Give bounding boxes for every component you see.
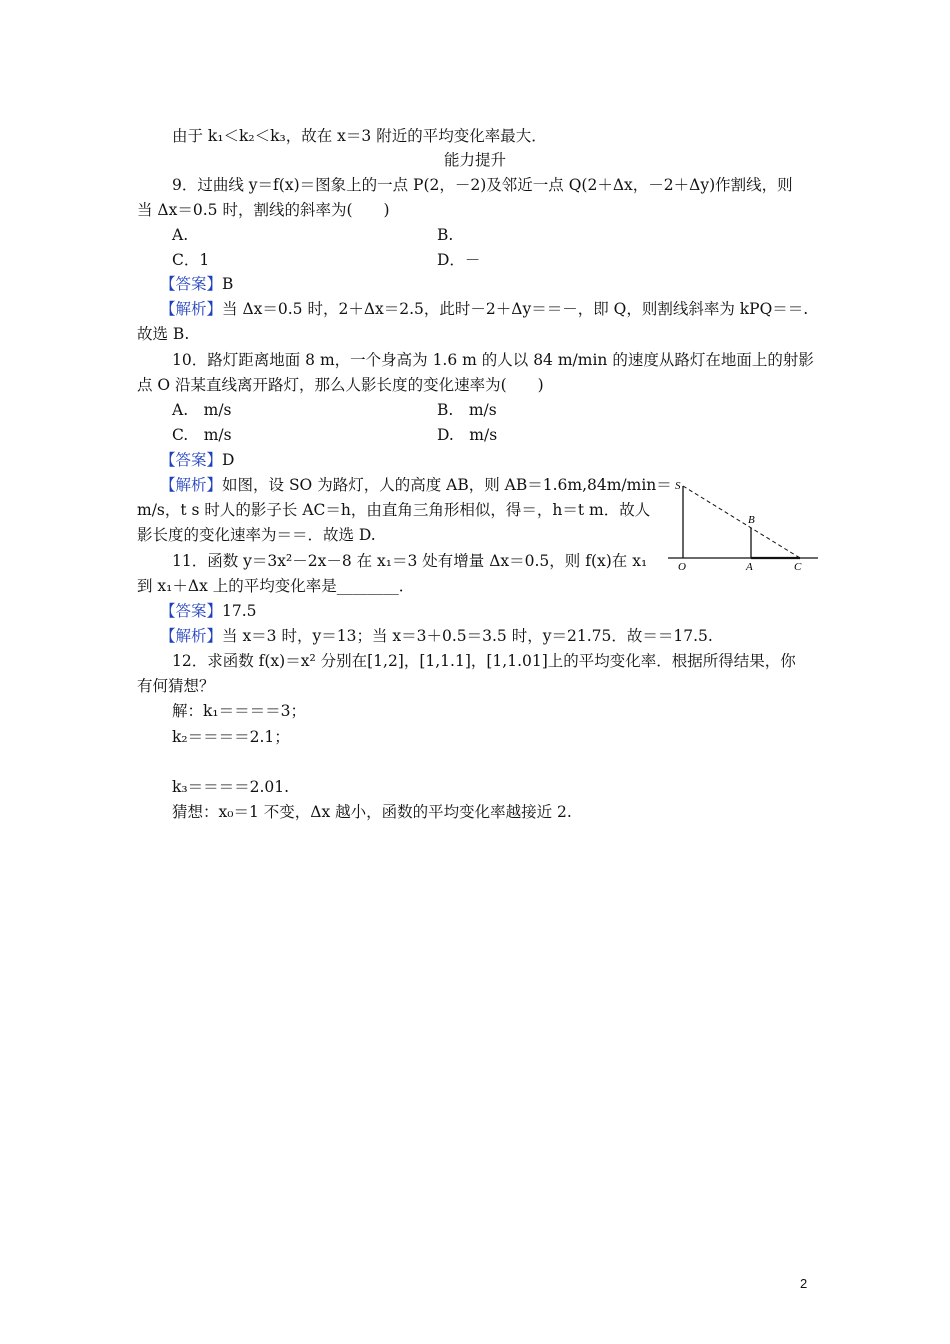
answer-label: 【答案】 — [160, 602, 223, 620]
light-ray-dashed-line — [683, 486, 800, 558]
explanation-text: 如图，设 SO 为路灯，人的高度 AB，则 AB＝1.6m,84m/min＝ — [222, 476, 672, 494]
q10-explanation-line-3: 影长度的变化速率为＝＝．故选 D. — [137, 526, 376, 544]
q10-explanation-line-2: m/s，t s 时人的影子长 AC＝h，由直角三角形相似，得＝，h＝t m．故人 — [137, 501, 651, 519]
question-9-line-2: 当 Δx＝0.5 时，割线的斜率为( ) — [137, 201, 390, 219]
question-10-line-1: 10．路灯距离地面 8 m，一个身高为 1.6 m 的人以 84 m/min 的速度从路灯在地面上的射影 — [172, 351, 814, 369]
section-heading: 能力提升 — [443, 151, 506, 169]
label-b: B — [748, 514, 755, 526]
q11-explanation — [160, 626, 713, 646]
q10-option-c: C. m/s — [172, 426, 232, 444]
question-10-line-2: 点 O 沿某直线离开路灯，那么人影长度的变化速率为( ) — [137, 376, 544, 394]
explanation-text: 当 Δx＝0.5 时，2＋Δx＝2.5，此时－2＋Δy＝＝－，即 Q，则割线斜率为 kPQ＝＝. — [222, 300, 809, 318]
question-12-line-2: 有何猜想？ — [137, 677, 215, 695]
q10-explanation-line-1 — [160, 475, 672, 495]
label-a: A — [746, 561, 753, 573]
answer-value: D — [222, 451, 235, 469]
q12-conjecture: 猜想：x₀＝1 不变，Δx 越小，函数的平均变化率越接近 2. — [172, 803, 572, 821]
question-12-line-1: 12．求函数 f(x)＝x² 分别在[1,2]，[1,1.1]，[1,1.01]上的平均变化率．根据所得结果，你 — [172, 652, 796, 670]
label-s: S — [675, 480, 681, 492]
q9-option-a: A. — [172, 226, 189, 244]
question-11-line-1: 11．函数 y＝3x²－2x－8 在 x₁＝3 处有增量 Δx＝0.5，则 f(x)在 x₁ — [172, 552, 648, 570]
explanation-label: 【解析】 — [160, 476, 223, 494]
question-9-line-1: 9．过曲线 y＝f(x)＝图象上的一点 P(2，－2)及邻近一点 Q(2＋Δx，－2＋Δy)作割线，则 — [172, 176, 793, 194]
q9-option-d: D．－ — [437, 251, 481, 269]
answer-label: 【答案】 — [160, 275, 223, 293]
answer-label: 【答案】 — [160, 451, 223, 469]
explanation-text: 当 x＝3 时，y＝13；当 x＝3＋0.5＝3.5 时，y＝21.75．故＝＝17.5. — [222, 627, 713, 645]
q10-option-a: A. m/s — [172, 401, 232, 419]
q10-option-d: D. m/s — [437, 426, 498, 444]
lamp-shadow-figure — [666, 474, 822, 574]
label-o: O — [678, 561, 686, 573]
q9-explanation-line-1 — [160, 299, 808, 319]
answer-value: B — [222, 275, 234, 293]
answer-value: 17.5 — [222, 602, 257, 620]
q9-option-b: B. — [437, 226, 454, 244]
explanation-label: 【解析】 — [160, 627, 223, 645]
q12-solution-step-3: k₃＝＝＝＝2.01. — [172, 778, 290, 796]
conclusion-line: 由于 k₁＜k₂＜k₃，故在 x＝3 附近的平均变化率最大． — [172, 127, 547, 145]
q9-explanation-line-2: 故选 B. — [137, 325, 190, 343]
q10-answer — [160, 450, 234, 470]
explanation-label: 【解析】 — [160, 300, 223, 318]
question-11-line-2: 到 x₁＋Δx 上的平均变化率是________． — [137, 577, 415, 595]
q12-solution-step-1: 解：k₁＝＝＝＝3； — [172, 702, 306, 720]
q9-answer — [160, 274, 233, 294]
q11-answer — [160, 601, 257, 621]
q12-solution-step-2: k₂＝＝＝＝2.1； — [172, 728, 290, 746]
q10-option-b: B. m/s — [437, 401, 497, 419]
q9-option-c: C．1 — [172, 251, 210, 269]
label-c: C — [794, 561, 802, 573]
page-number: 2 — [800, 1276, 808, 1291]
